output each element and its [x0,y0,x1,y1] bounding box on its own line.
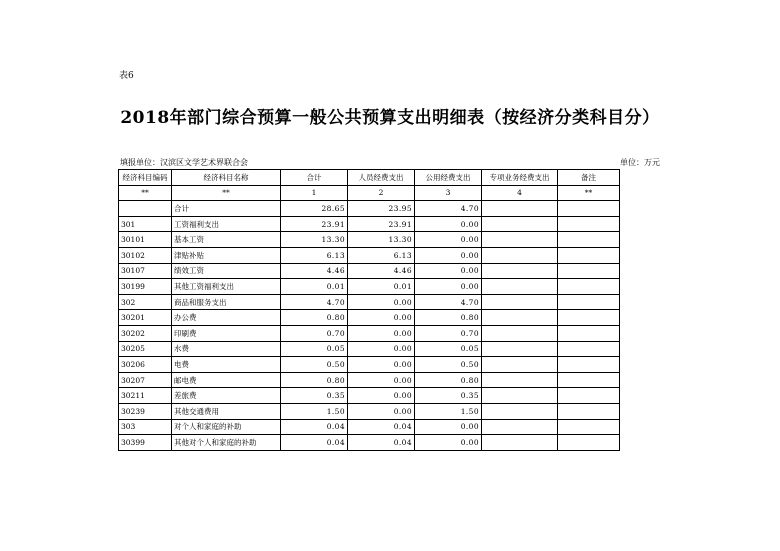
table-row [119,341,620,357]
cell-note [558,232,620,248]
cell-total: 13.30 [281,232,348,248]
table-row [119,325,620,341]
cell-name: 水费 [172,341,281,357]
table-row [119,388,620,404]
cell-code: 30399 [119,435,172,451]
index-cell: 3 [415,185,482,201]
cell-total: 4.70 [281,294,348,310]
header-name: 经济科目名称 [172,170,281,186]
cell-special [482,372,558,388]
cell-total: 0.05 [281,341,348,357]
cell-special [482,294,558,310]
cell-public: 4.70 [415,294,482,310]
cell-code: 30107 [119,263,172,279]
cell-note [558,357,620,373]
cell-personnel: 0.00 [348,403,415,419]
cell-public: 0.70 [415,325,482,341]
cell-note [558,435,620,451]
cell-public: 0.00 [415,263,482,279]
header-personnel: 人员经费支出 [348,170,415,186]
header-special: 专项业务经费支出 [482,170,558,186]
cell-note [558,419,620,435]
cell-public: 0.00 [415,232,482,248]
cell-code: 30205 [119,341,172,357]
cell-personnel: 4.46 [348,263,415,279]
cell-total: 6.13 [281,247,348,263]
index-cell: 1 [281,185,348,201]
cell-code: 30206 [119,357,172,373]
cell-public: 0.80 [415,372,482,388]
cell-personnel: 23.91 [348,216,415,232]
cell-note [558,201,620,217]
header-row [119,170,620,186]
cell-name: 电费 [172,357,281,373]
table-row [119,216,620,232]
index-cell: ** [558,185,620,201]
cell-code: 30102 [119,247,172,263]
cell-special [482,216,558,232]
cell-note [558,372,620,388]
cell-special [482,419,558,435]
cell-code: 30101 [119,232,172,248]
currency-unit-label: 单位：万元 [620,158,660,167]
cell-special [482,201,558,217]
table-row [119,201,620,217]
cell-name: 差旅费 [172,388,281,404]
cell-note [558,341,620,357]
index-cell: ** [119,185,172,201]
cell-total: 0.50 [281,357,348,373]
cell-total: 23.91 [281,216,348,232]
table-number: 表6 [119,71,134,81]
cell-special [482,325,558,341]
table-body [119,201,620,451]
cell-special [482,232,558,248]
cell-personnel: 6.13 [348,247,415,263]
cell-code: 303 [119,419,172,435]
table-row [119,372,620,388]
cell-public: 0.00 [415,419,482,435]
cell-personnel: 0.00 [348,294,415,310]
cell-note [558,294,620,310]
cell-total: 0.04 [281,435,348,451]
table-row [119,435,620,451]
cell-name: 办公费 [172,310,281,326]
cell-personnel: 0.00 [348,372,415,388]
cell-note [558,325,620,341]
cell-note [558,310,620,326]
table-row [119,263,620,279]
cell-name: 合计 [172,201,281,217]
cell-personnel: 0.00 [348,325,415,341]
cell-name: 绩效工资 [172,263,281,279]
cell-total: 28.65 [281,201,348,217]
cell-public: 0.00 [415,247,482,263]
table-row [119,279,620,295]
cell-total: 0.80 [281,310,348,326]
cell-public: 0.05 [415,341,482,357]
cell-public: 1.50 [415,403,482,419]
cell-special [482,310,558,326]
cell-personnel: 0.00 [348,341,415,357]
cell-code: 30207 [119,372,172,388]
cell-name: 对个人和家庭的补助 [172,419,281,435]
index-cell: ** [172,185,281,201]
header-code: 经济科目编码 [119,170,172,186]
index-row [119,185,620,201]
table-row [119,310,620,326]
cell-public: 0.00 [415,216,482,232]
cell-special [482,341,558,357]
cell-code: 30239 [119,403,172,419]
cell-name: 工资福利支出 [172,216,281,232]
cell-personnel: 0.01 [348,279,415,295]
cell-special [482,403,558,419]
cell-note [558,279,620,295]
cell-public: 0.50 [415,357,482,373]
cell-code: 30201 [119,310,172,326]
cell-name: 基本工资 [172,232,281,248]
cell-special [482,247,558,263]
cell-special [482,388,558,404]
cell-code: 301 [119,216,172,232]
cell-name: 其他工资福利支出 [172,279,281,295]
header-note: 备注 [558,170,620,186]
reporting-unit-label: 填报单位：汉滨区文学艺术界联合会 [120,158,248,167]
cell-note [558,403,620,419]
cell-name: 津贴补贴 [172,247,281,263]
cell-total: 0.80 [281,372,348,388]
cell-name: 邮电费 [172,372,281,388]
cell-personnel: 0.00 [348,310,415,326]
cell-name: 其他交通费用 [172,403,281,419]
header-public: 公用经费支出 [415,170,482,186]
cell-personnel: 0.04 [348,419,415,435]
index-cell: 2 [348,185,415,201]
cell-special [482,357,558,373]
cell-public: 0.00 [415,279,482,295]
cell-note [558,388,620,404]
cell-note [558,263,620,279]
table-row [119,294,620,310]
cell-special [482,435,558,451]
cell-public: 4.70 [415,201,482,217]
cell-total: 0.35 [281,388,348,404]
cell-code: 30211 [119,388,172,404]
cell-personnel: 0.00 [348,388,415,404]
cell-total: 1.50 [281,403,348,419]
cell-total: 4.46 [281,263,348,279]
cell-personnel: 0.04 [348,435,415,451]
cell-total: 0.70 [281,325,348,341]
cell-name: 其他对个人和家庭的补助 [172,435,281,451]
cell-note [558,216,620,232]
cell-code: 30202 [119,325,172,341]
cell-public: 0.80 [415,310,482,326]
cell-public: 0.00 [415,435,482,451]
cell-public: 0.35 [415,388,482,404]
table-row [119,403,620,419]
cell-total: 0.01 [281,279,348,295]
cell-total: 0.04 [281,419,348,435]
table-row [119,232,620,248]
table-row [119,357,620,373]
cell-personnel: 13.30 [348,232,415,248]
table-row [119,247,620,263]
index-cell: 4 [482,185,558,201]
table-row [119,419,620,435]
cell-code: 302 [119,294,172,310]
budget-table [118,169,620,451]
cell-note [558,247,620,263]
header-total: 合计 [281,170,348,186]
cell-personnel: 23.95 [348,201,415,217]
cell-code: 30199 [119,279,172,295]
page-title: 2018年部门综合预算一般公共预算支出明细表（按经济分类科目分） [120,108,660,128]
cell-special [482,263,558,279]
cell-code [119,201,172,217]
cell-name: 商品和服务支出 [172,294,281,310]
cell-special [482,279,558,295]
cell-name: 印刷费 [172,325,281,341]
cell-personnel: 0.00 [348,357,415,373]
